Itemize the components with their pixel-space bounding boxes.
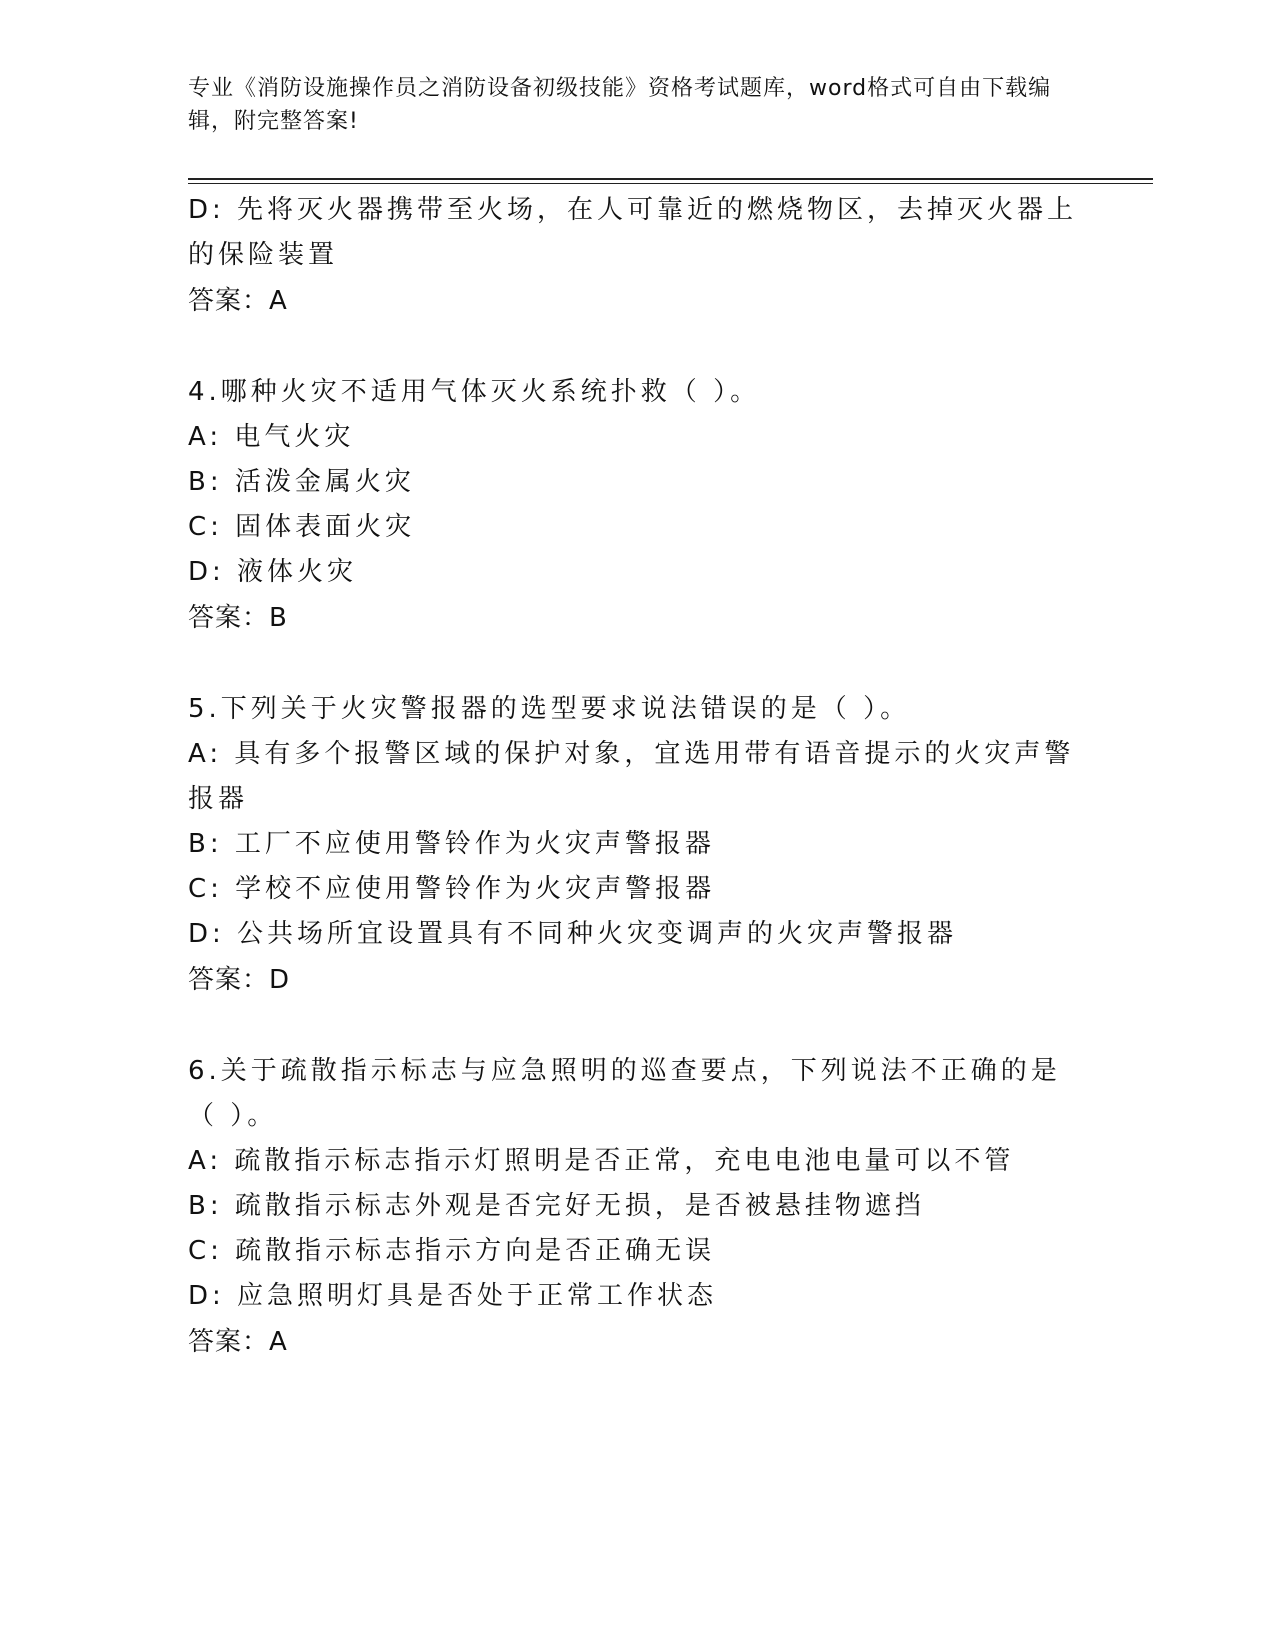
option-d: D: 公共场所宜设置具有不同种火灾变调声的火灾声警报器 (188, 919, 958, 949)
option-d: D: 应急照明灯具是否处于正常工作状态 (188, 1281, 718, 1311)
question-stem: 4.哪种火灾不适用气体灭火系统扑救（ ）。 (188, 377, 761, 407)
option-a: A: 具有多个报警区域的保护对象，宜选用带有语音提示的火灾声警报器 (188, 739, 1075, 814)
question-stem: 6.关于疏散指示标志与应急照明的巡查要点，下列说法不正确的是（ ）。 (188, 1056, 1061, 1131)
header-divider-thick (188, 178, 1153, 180)
document-header: 专业《消防设施操作员之消防设备初级技能》资格考试题库，word格式可自由下载编辑，附完整答案! (188, 76, 1052, 134)
option-c: C: 学校不应使用警铃作为火灾声警报器 (188, 874, 716, 904)
question-fragment (188, 188, 1088, 324)
spacer (188, 324, 1088, 370)
answer-line: 答案：A (188, 286, 288, 316)
question-stem: 5.下列关于火灾警报器的选型要求说法错误的是（ ）。 (188, 694, 911, 724)
option-b: B: 疏散指示标志外观是否完好无损，是否被悬挂物遮挡 (188, 1191, 925, 1221)
spacer (188, 1003, 1088, 1049)
spacer (188, 641, 1088, 687)
option-d: D: 先将灭火器携带至火场，在人可靠近的燃烧物区，去掉灭火器上的保险装置 (188, 195, 1078, 270)
header-divider-thin (188, 183, 1153, 184)
option-d: D: 液体火灾 (188, 557, 358, 587)
option-a: A: 疏散指示标志指示灯照明是否正常，充电电池电量可以不管 (188, 1146, 1015, 1176)
option-b: B: 工厂不应使用警铃作为火灾声警报器 (188, 829, 715, 859)
answer-line: 答案：A (188, 1327, 288, 1357)
answer-line: 答案：B (188, 603, 288, 633)
question-list (188, 188, 1088, 1365)
answer-line: 答案：D (188, 965, 291, 995)
option-b: B: 活泼金属火灾 (188, 467, 415, 497)
option-c: C: 疏散指示标志指示方向是否正确无误 (188, 1236, 716, 1266)
question-block-6 (188, 1049, 1088, 1365)
question-block-4 (188, 370, 1088, 641)
question-block-5 (188, 687, 1088, 1003)
option-a: A: 电气火灾 (188, 422, 355, 452)
option-c: C: 固体表面火灾 (188, 512, 416, 542)
